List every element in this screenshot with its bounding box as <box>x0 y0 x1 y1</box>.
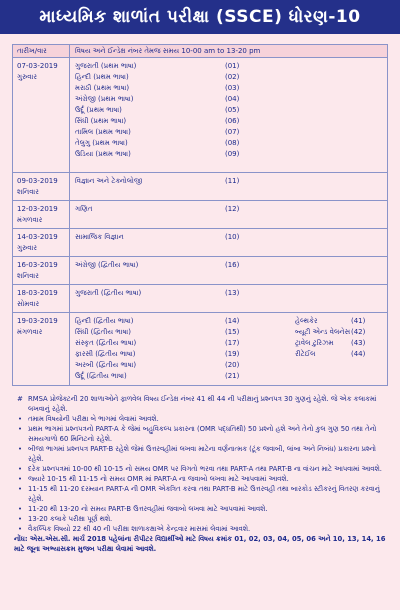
row-date <box>17 61 58 83</box>
subject-name: તેલુગુ (પ્રથમ ભાષા) <box>75 139 128 147</box>
subject-name: મરાઠી (પ્રથમ ભાષા) <box>75 84 130 92</box>
date-text: 09-03-2019 <box>17 177 58 185</box>
subject-code: (13) <box>225 289 240 297</box>
note-text: RMSA પ્રોજેક્ટની 20 શાળાઓને ફાળવેલ વિષય ઈન્ડેક્ષ નંબર 41 થી 44 ની પરીક્ષાનું પ્રશ્નપત્ર 30 ગુણનું રહેશે. જે એક કલાકમાં લખવાનું રહેશે. <box>28 395 377 413</box>
subject-name: ટ્રાવેલ ટુરિઝમ <box>295 339 334 347</box>
note-text: જ્યારે 10-15 થી 11-15 નો સમય OMR માં PART-A ના જવાબો લખવા માટે આપવામાં આવશે. <box>28 475 289 483</box>
note-text: પ્રથમ ભાગમાં પ્રશ્નપત્રનો PART-A કે જેમાં બહુવિકલ્પ પ્રકારના (OMR પદ્ધતિથી) 50 પ્રશ્નો હશે અને તેનો કુલ ગુણ 50 તથા તેનો સમયગાળો 60 મિનિટનો રહેશે. <box>28 425 377 443</box>
subject-name: ઉર્દૂ (દ્વિતીય ભાષા) <box>75 372 127 380</box>
bullet: • <box>17 425 22 433</box>
row-date <box>17 204 58 226</box>
bullet: • <box>17 445 22 453</box>
table-row <box>13 313 387 385</box>
subject-code: (16) <box>225 261 240 269</box>
day-text: મંગળવાર <box>17 216 43 224</box>
bullet: • <box>17 465 22 473</box>
subject-name: ગુજરાતી (દ્વિતીય ભાષા) <box>75 289 142 297</box>
subject-name: હિન્દી (પ્રથમ ભાષા) <box>75 73 129 81</box>
bullet: • <box>17 515 22 523</box>
subject-code: (09) <box>225 150 240 158</box>
date-text: 16-03-2019 <box>17 261 58 269</box>
footnote: નોંધ: એસ.એસ.સી. માર્ચ 2018 પહેલાંના રીપીટર વિદ્યાર્થીઓ માટે વિષય ક્રમાંક 01, 02, 03, 04, 05, 06 અને 10, 13, 14, 16 માટે જૂના અભ્યાસક્રમ મુજબ પરીક્ષા લેવામાં આવશે. <box>14 535 386 553</box>
bullet: # <box>17 395 23 403</box>
subject-code: (07) <box>225 128 240 136</box>
day-text: ગુરુવાર <box>17 244 37 252</box>
subject-name: સિંધી (દ્વિતીય ભાષા) <box>75 328 131 336</box>
list-item <box>14 504 388 514</box>
note-text: વૈકલ્પિક વિષયો 22 થી 40 ની પરીક્ષા શાળાકક્ષાએ કેન્દ્રવાર માસમાં લેવામાં આવશે. <box>28 525 251 533</box>
date-column-header: તારીખ/વાર <box>17 47 47 55</box>
bullet: • <box>17 485 22 493</box>
subject-name: હેલ્થકેર <box>295 317 318 325</box>
subject-name: ઉર્દૂ (પ્રથમ ભાષા) <box>75 106 122 114</box>
subject-code: (20) <box>225 361 240 369</box>
note-text: દરેક પ્રશ્નપત્રમાં 10-00 થી 10-15 નો સમય OMR પર વિગતો ભરવા તથા PART-A તથા PART-B ના વાંચન માટે આપવામાં આવશે. <box>28 465 382 473</box>
subject-code: (42) <box>351 328 366 336</box>
date-text: 18-03-2019 <box>17 289 58 297</box>
subject-column-header: વિષય અને ઈન્ડેક્ષ નંબર તેમજ સમય 10-00 am to 13-20 pm <box>75 47 261 55</box>
date-text: 07-03-2019 <box>17 62 58 70</box>
list-item <box>14 464 388 474</box>
subject-code: (17) <box>225 339 240 347</box>
page-title: માધ્યમિક શાળાંત પરીક્ષા (SSCE) ધોરણ-10 <box>0 0 400 34</box>
list-item <box>14 514 388 524</box>
subject-code: (41) <box>351 317 366 325</box>
subject-name: ગણિત <box>75 205 93 213</box>
subject-code: (08) <box>225 139 240 147</box>
subject-code: (02) <box>225 73 240 81</box>
subject-code: (05) <box>225 106 240 114</box>
subject-code: (10) <box>225 233 240 241</box>
subject-name: ગુજરાતી (પ્રથમ ભાષા) <box>75 62 137 70</box>
subject-name: રીટેઈલ <box>295 350 316 358</box>
subject-name: હિન્દી (દ્વિતીય ભાષા) <box>75 317 134 325</box>
subject-name: અરબી (દ્વિતીય ભાષા) <box>75 361 137 369</box>
note-text: બીજા ભાગમાં પ્રશ્નપત્ર PART-B રહેશે જેમાં ઉત્તરવહીમાં લખવા માટેના વર્ણનાત્મક (ટૂંક જવાબી, લાંબા અને નિબંધ) પ્રકારના પ્રશ્નો રહેશે. <box>28 445 376 463</box>
row-date <box>17 316 58 338</box>
subject-code: (19) <box>225 350 240 358</box>
list-item <box>14 414 388 424</box>
instructions <box>14 394 388 554</box>
subject-code: (12) <box>225 205 240 213</box>
bullet: • <box>17 525 22 533</box>
list-item <box>14 444 388 464</box>
note-text: 11-20 થી 13-20 નો સમય PART-B ઉત્તરવહીમાં જવાબો લખવા માટે આપવામાં આવશે. <box>28 505 268 513</box>
bullet: • <box>17 475 22 483</box>
list-item <box>14 474 388 484</box>
list-item <box>14 484 388 504</box>
subject-code: (03) <box>225 84 240 92</box>
note-text: તમામ વિષયોની પરીક્ષા બે ભાગમાં લેવામાં આવશે. <box>28 415 159 423</box>
subject-name: અંગ્રેજી (પ્રથમ ભાષા) <box>75 95 134 103</box>
subject-code: (43) <box>351 339 366 347</box>
note-text: 13-20 કલાકે પરીક્ષા પૂર્ણ થશે. <box>28 515 113 523</box>
list-item <box>14 394 388 414</box>
subject-name: સામાજિક વિજ્ઞાન <box>75 233 124 241</box>
subject-name: તામિલ (પ્રથમ ભાષા) <box>75 128 131 136</box>
row-date <box>17 288 58 310</box>
day-text: સોમવાર <box>17 300 40 308</box>
day-text: મંગળવાર <box>17 328 43 336</box>
subject-code: (04) <box>225 95 240 103</box>
subject-name: વિજ્ઞાન અને ટેક્નોલોજી <box>75 177 143 185</box>
subject-name: ઉડિયા (પ્રથમ ભાષા) <box>75 150 131 158</box>
subject-name: ફારસી (દ્વિતીય ભાષા) <box>75 350 136 358</box>
note-text: 11-15 થી 11-20 દરમ્યાન PART-A ની OMR એકત્રિત કરવા તથા PART-B માટે ઉત્તરવહી તથા બારકોડ સ્ટીકરનું વિતરણ કરવાનું રહેશે. <box>28 485 380 503</box>
subject-code: (21) <box>225 372 240 380</box>
table-row <box>13 173 387 201</box>
subject-code: (15) <box>225 328 240 336</box>
row-date <box>17 260 58 282</box>
subject-name: સંસ્કૃત (દ્વિતીય ભાષા) <box>75 339 137 347</box>
subject-code: (06) <box>225 117 240 125</box>
row-date <box>17 176 58 198</box>
day-text: શનિવાર <box>17 272 39 280</box>
subject-code: (44) <box>351 350 366 358</box>
row-date <box>17 232 58 254</box>
subject-name: અંગ્રેજી (દ્વિતીય ભાષા) <box>75 261 139 269</box>
day-text: ગુરુવાર <box>17 73 37 81</box>
subject-code: (01) <box>225 62 240 70</box>
subject-code: (14) <box>225 317 240 325</box>
list-item <box>14 524 388 534</box>
subject-name: સિંધી (પ્રથમ ભાષા) <box>75 117 127 125</box>
table-row <box>13 58 387 173</box>
date-text: 12-03-2019 <box>17 205 58 213</box>
table-row <box>13 285 387 313</box>
date-text: 14-03-2019 <box>17 233 58 241</box>
table-row <box>13 201 387 229</box>
day-text: શનિવાર <box>17 188 39 196</box>
subject-code: (11) <box>225 177 240 185</box>
subject-name: બ્યૂટી એન્ડ વેલનેસ <box>295 328 351 336</box>
table-row <box>13 257 387 285</box>
date-text: 19-03-2019 <box>17 317 58 325</box>
bullet: • <box>17 415 22 423</box>
timetable <box>12 44 388 386</box>
table-row <box>13 229 387 257</box>
list-item <box>14 424 388 444</box>
bullet: • <box>17 505 22 513</box>
